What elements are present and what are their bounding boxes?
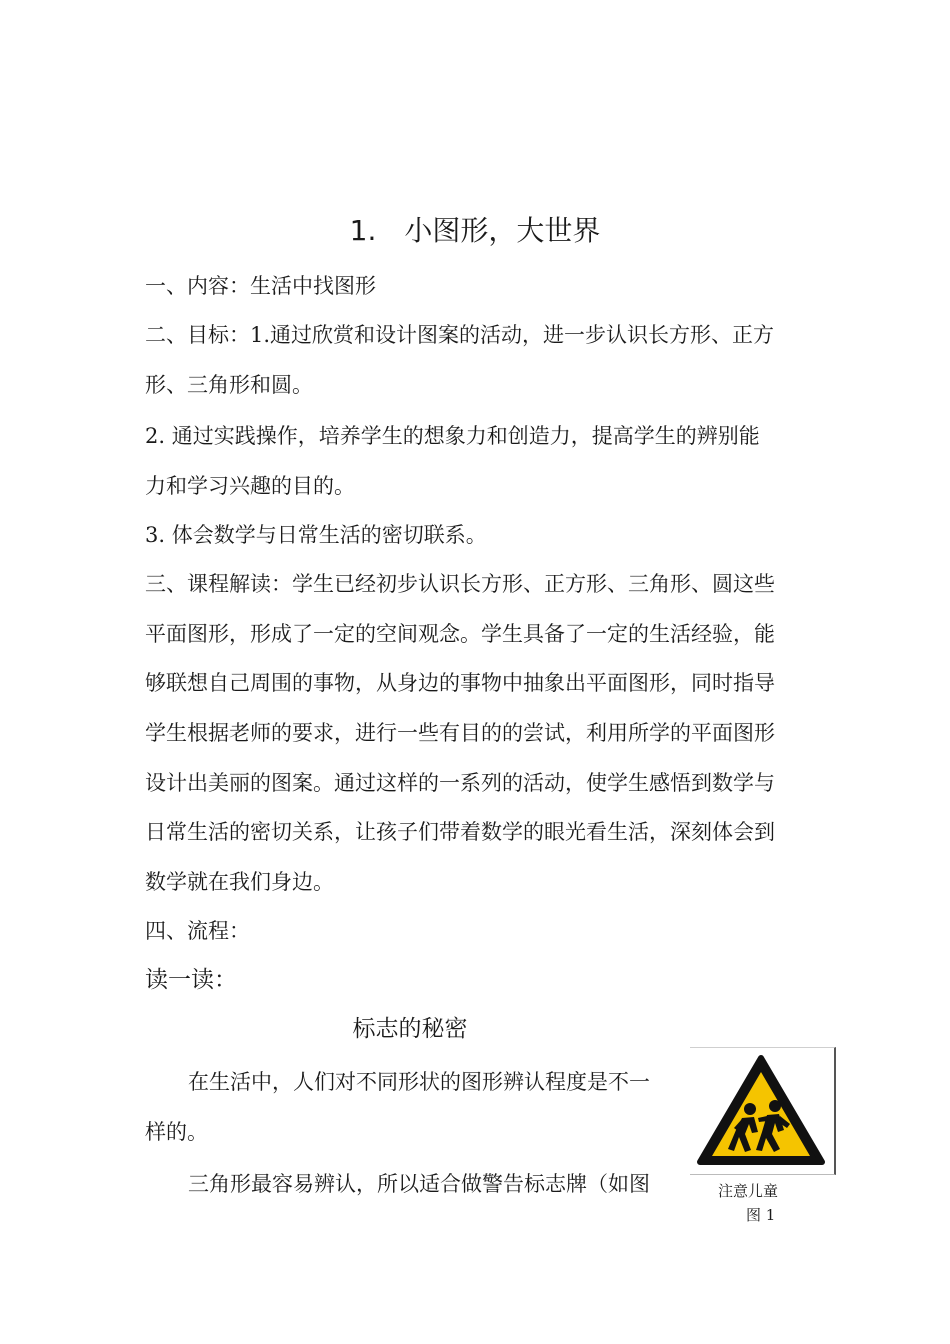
goal-line: 2. 通过实践操作，培养学生的想象力和创造力，提高学生的辨别能 bbox=[145, 424, 760, 448]
title-number: 1. bbox=[349, 214, 377, 247]
page-title bbox=[0, 208, 950, 254]
course-line: 平面图形，形成了一定的空间观念。学生具备了一定的生活经验，能 bbox=[145, 622, 775, 646]
goal-line: 形、三角形和圆。 bbox=[145, 373, 313, 397]
course-line: 设计出美丽的图案。通过这样的一系列的活动，使学生感悟到数学与 bbox=[145, 771, 775, 795]
goal-line: 力和学习兴趣的目的。 bbox=[145, 474, 355, 498]
paragraph-line: 样的。 bbox=[145, 1120, 208, 1144]
figure-image bbox=[690, 1047, 836, 1175]
content-line: 一、内容：生活中找图形 bbox=[145, 274, 376, 298]
title-text: 小图形，大世界 bbox=[404, 214, 601, 247]
course-line: 够联想自己周围的事物，从身边的事物中抽象出平面图形，同时指导 bbox=[145, 671, 775, 695]
paragraph-line: 三角形最容易辨认，所以适合做警告标志牌（如图 bbox=[188, 1172, 650, 1196]
figure-label: 图 1 bbox=[746, 1206, 776, 1224]
section-subtitle: 标志的秘密 bbox=[352, 1016, 468, 1042]
children-crossing-warning-sign-icon bbox=[696, 1052, 826, 1168]
course-line: 三、课程解读：学生已经初步认识长方形、正方形、三角形、圆这些 bbox=[145, 572, 775, 596]
goal-line: 3. 体会数学与日常生活的密切联系。 bbox=[145, 523, 487, 547]
read-heading: 读一读： bbox=[145, 967, 237, 993]
course-line: 数学就在我们身边。 bbox=[145, 870, 334, 894]
figure-caption: 注意儿童 bbox=[718, 1182, 779, 1200]
process-heading: 四、流程： bbox=[145, 919, 250, 943]
paragraph-line: 在生活中，人们对不同形状的图形辨认程度是不一 bbox=[188, 1070, 650, 1094]
course-line: 学生根据老师的要求，进行一些有目的的尝试，利用所学的平面图形 bbox=[145, 721, 775, 745]
course-line: 日常生活的密切关系，让孩子们带着数学的眼光看生活，深刻体会到 bbox=[145, 820, 775, 844]
goal-line: 二、目标：1.通过欣赏和设计图案的活动，进一步认识长方形、正方 bbox=[145, 323, 775, 347]
